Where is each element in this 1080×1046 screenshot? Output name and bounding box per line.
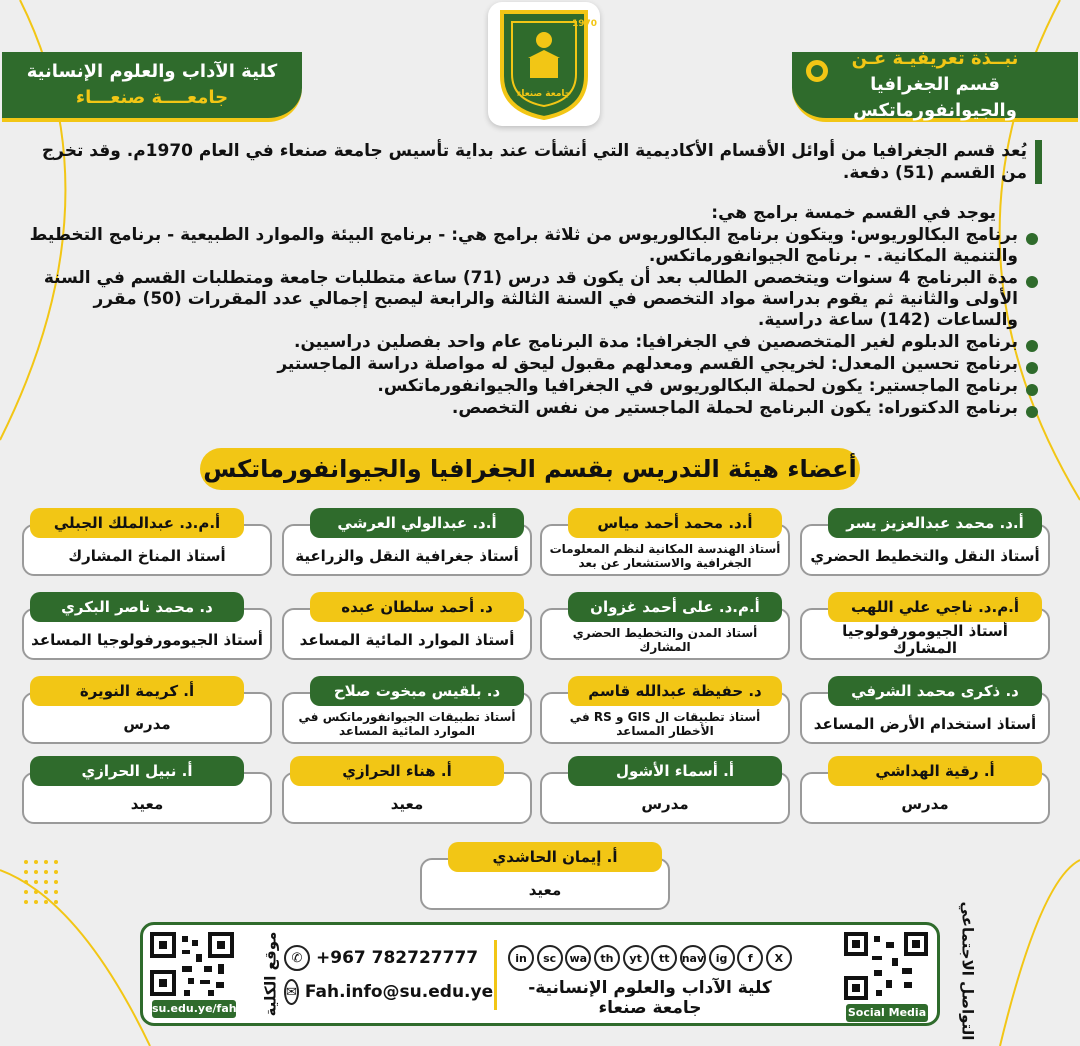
faculty-title: معيد [282,772,532,824]
faculty-name: د. محمد ناصر البكري [30,592,244,622]
college-name: كلية الآداب والعلوم الإنسانية [26,61,278,82]
program-item: برنامج الدكتوراه: يكون البرنامج لحملة الماجستير من نفس التخصص. [20,398,1040,419]
faculty-name: أ. كريمة النويرة [30,676,244,706]
department-banner [792,48,1078,122]
faculty-name: د. ذكرى محمد الشرفي [828,676,1042,706]
faculty-card [22,508,272,576]
email-contact[interactable] [284,976,494,1008]
youtube-icon[interactable]: yt [623,945,649,971]
linkedin-icon[interactable]: in [508,945,534,971]
faculty-card [800,592,1050,660]
faculty-title: معيد [420,858,670,910]
faculty-card [800,756,1050,824]
faculty-title: مدرس [22,692,272,744]
faculty-title: أستاذ النقل والتخطيط الحضري [800,524,1050,576]
faculty-title: أستاذ استخدام الأرض المساعد [800,692,1050,744]
faculty-name: أ. رقية الهداشي [828,756,1042,786]
faculty-name: د. بلقيس مبخوت صلاح [310,676,524,706]
svg-text:جامعة صنعاء: جامعة صنعاء [516,89,572,99]
university-name: جامعــــة صنعـــاء [75,87,229,108]
faculty-title: أستاذ المدن والتخطيط الحضري المشارك [540,608,790,660]
whatsapp-icon[interactable]: wa [565,945,591,971]
tiktok-icon[interactable]: tt [651,945,677,971]
faculty-card [282,756,532,824]
faculty-title: أستاذ تطبيقات ال GIS و RS في الأخطار المساعد [540,692,790,744]
social-label: التواصل الاجتماعي [958,901,977,1041]
faculty-section-title: أعضاء هيئة التدريس بقسم الجغرافيا والجيوانفورماتكس [200,448,860,490]
faculty-name: د. أحمد سلطان عبده [310,592,524,622]
programs-heading: يوجد في القسم خمسة برامج هي: [711,203,996,223]
ring-icon [806,60,828,82]
program-item: برنامج البكالوريوس: ويتكون برنامج البكالوريوس من ثلاثة برامج هي: - برنامج البيئة والموارد الطبيعية - برنامج التخطيط والتنمية المكانية. - برنامج الجيوانفورماتكس. [20,225,1040,267]
bullet-icon [1026,276,1038,288]
footer-college-line: كلية الآداب والعلوم الإنسانية-جامعة صنعاء [528,978,772,1018]
faculty-title: أستاذ الموارد المائية المساعد [282,608,532,660]
bullet-icon [1026,233,1038,245]
phone-number: +967 782727777 [316,948,479,968]
svg-text:1970: 1970 [572,19,598,29]
faculty-card [282,508,532,576]
email-address: Fah.info@su.edu.ye [304,982,494,1002]
facebook-icon[interactable]: f [737,945,763,971]
faculty-title: مدرس [800,772,1050,824]
program-item: برنامج تحسين المعدل: لخريجي القسم ومعدلهم مقبول ليحق له مواصلة دراسة الماجستير [20,354,1040,375]
decorative-dots [22,858,62,918]
faculty-card [420,842,670,910]
faculty-card [282,592,532,660]
snapchat-icon[interactable]: sc [537,945,563,971]
faculty-name: أ.م.د. على أحمد غزوان [568,592,782,622]
faculty-name: أ.د. محمد أحمد مياس [568,508,782,538]
website-label: موقع الكلية [261,931,280,1017]
faculty-title: أستاذ الجيومورفولوجيا المشارك [800,608,1050,660]
faculty-name: أ.د. محمد عبدالعزيز يسر [828,508,1042,538]
faculty-name: أ.م.د. ناجي علي اللهب [828,592,1042,622]
faculty-card [540,508,790,576]
program-item: برنامج الدبلوم لغير المتخصصين في الجغرافيا: مدة البرنامج عام واحد بفصلين دراسيين. [20,332,1040,353]
faculty-card [800,676,1050,744]
faculty-title: أستاذ الجيومورفولوجيا المساعد [22,608,272,660]
faculty-card [540,756,790,824]
faculty-name: أ.د. عبدالولي العرشي [310,508,524,538]
faculty-name: أ.م.د. عبدالملك الجبلي [30,508,244,538]
department-name: قسم الجغرافيا والجيوانفورماتكس [853,74,1017,121]
faculty-name: أ. أسماء الأشول [568,756,782,786]
college-banner [2,52,302,122]
x-icon[interactable]: X [766,945,792,971]
faculty-card [22,676,272,744]
program-item: مدة البرنامج 4 سنوات ويتخصص الطالب بعد أن يكون قد درس (71) ساعة متطلبات جامعة ومتطلبات القسم في السنة الأولى والثانية ثم يقوم بدراسة مواد التخصص في السنة الثالثة والرابعة ليصبح إجمالي عدد المقررات (50) مقرر والساعات (142) ساعة دراسية. [20,268,1040,331]
email-icon: ✉ [284,979,299,1005]
telegram-icon[interactable]: nav [680,945,706,971]
faculty-title: أستاذ المناخ المشارك [22,524,272,576]
university-logo [488,2,600,126]
instagram-icon[interactable]: ig [709,945,735,971]
bullet-icon [1026,340,1038,352]
website-url[interactable]: su.edu.ye/fah [152,1000,236,1018]
faculty-title: أستاذ تطبيقات الجيوانفورماتكس في الموارد المائية المساعد [282,692,532,744]
faculty-title: أستاذ جغرافية النقل والزراعية [282,524,532,576]
bullet-icon [1026,406,1038,418]
social-icons [508,945,792,971]
faculty-card [282,676,532,744]
bullet-icon [1026,362,1038,374]
whatsapp-icon: ✆ [284,945,310,971]
faculty-name: أ. إيمان الحاشدي [448,842,662,872]
logo-shield-icon [494,6,598,122]
intro-paragraph: يُعد قسم الجغرافيا من أوائل الأقسام الأكاديمية التي أنشأت عند بداية تأسيس جامعة صنعاء في العام 1970م. وقد تخرج من القسم (51) دفعة. [30,140,1042,184]
faculty-title: مدرس [540,772,790,824]
phone-contact[interactable] [284,942,484,974]
faculty-name: أ. هناء الحرازي [290,756,504,786]
social-media-label: Social Media [846,1004,928,1022]
faculty-card [540,676,790,744]
bullet-icon [1026,384,1038,396]
faculty-name: أ. نبيل الحرازي [30,756,244,786]
faculty-title: معيد [22,772,272,824]
faculty-title: أستاذ الهندسة المكانية لنظم المعلومات الجغرافية والاستشعار عن بعد [540,524,790,576]
programs-section [20,203,1040,420]
faculty-card [22,592,272,660]
faculty-card [540,592,790,660]
footer-divider [494,940,497,1010]
threads-icon[interactable]: th [594,945,620,971]
faculty-name: د. حفيظة عبدالله قاسم [568,676,782,706]
intro-title: نبــذة تعريفيـة عـن [851,48,1019,69]
faculty-card [22,756,272,824]
faculty-card [800,508,1050,576]
program-item: برنامج الماجستير: يكون لحملة البكالوريوس في الجغرافيا والجيوانفورماتكس. [20,376,1040,397]
